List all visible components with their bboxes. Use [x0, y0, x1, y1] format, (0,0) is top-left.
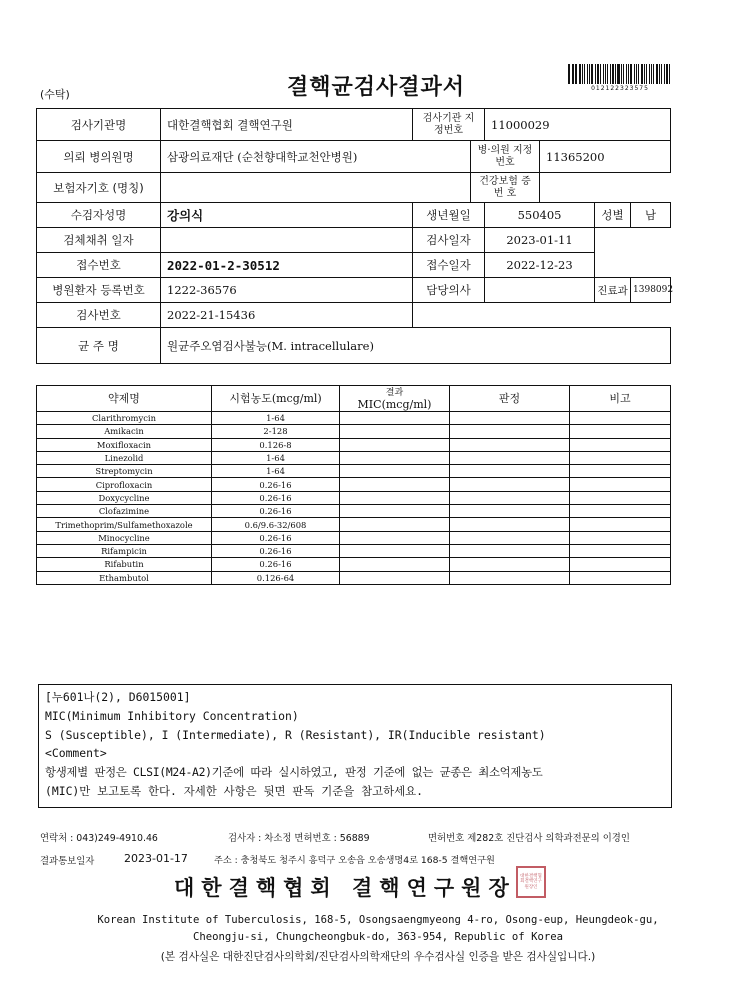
- insurance-no: [540, 173, 671, 203]
- judgment-cell: [450, 531, 570, 544]
- barcode-bar: [582, 64, 583, 84]
- address-en-line-1: Korean Institute of Tuberculosis, 168-5, Osongsaengmyeong 4-ro, Osong-eup, Heungdeok-gu,: [97, 914, 659, 926]
- drug-name-cell: Minocycline: [37, 531, 212, 544]
- barcode-bar: [664, 64, 665, 84]
- judgment-cell: [450, 438, 570, 451]
- judgment-cell: [450, 544, 570, 557]
- empty-cell: [413, 303, 671, 328]
- barcode-bar: [646, 64, 647, 84]
- note-line: MIC(Minimum Inhibitory Concentration): [45, 708, 299, 723]
- barcode-bar: [653, 64, 654, 84]
- barcode-bar: [589, 64, 591, 84]
- note-cell: [570, 478, 671, 491]
- barcode-bar: [603, 64, 604, 84]
- header-result-bottom: MIC(mcg/ml): [357, 397, 432, 411]
- range-cell: 0.26-16: [212, 544, 340, 557]
- note-line: S (Susceptible), I (Intermediate), R (Resistant), IR(Inducible resistant): [45, 727, 546, 742]
- test-no-label: 검사번호: [37, 303, 161, 328]
- client-name: 삼광의료재단 (순천향대학교천안병원): [161, 141, 471, 173]
- address-en-line-2: Cheongju-si, Chungcheongbuk-do, 363-954, Republic of Korea: [193, 931, 563, 943]
- clinic-code: 11365200: [540, 141, 671, 173]
- barcode-bar: [621, 64, 623, 84]
- barcode-bar: [666, 64, 668, 84]
- drug-name-cell: Linezolid: [37, 451, 212, 464]
- barcode-bar: [595, 64, 596, 84]
- barcode-bar: [636, 64, 637, 84]
- barcode-bar: [630, 64, 632, 84]
- range-cell: 1-64: [212, 451, 340, 464]
- table-row: [37, 544, 671, 557]
- birth-date: 550405: [485, 203, 595, 228]
- drug-name-cell: Amikacin: [37, 425, 212, 438]
- table-row: [37, 425, 671, 438]
- barcode-bar: [644, 64, 645, 84]
- insurance-no-label: 건강보험 증 번 호: [471, 173, 540, 203]
- note-cell: [570, 425, 671, 438]
- report-date: 2023-01-17: [124, 852, 188, 865]
- range-cell: 2-128: [212, 425, 340, 438]
- table-row: [37, 438, 671, 451]
- barcode-bar: [638, 64, 639, 84]
- range-cell: 0.26-16: [212, 478, 340, 491]
- table-row: [37, 491, 671, 504]
- barcode-bar: [669, 64, 670, 84]
- range-cell: 0.126-8: [212, 438, 340, 451]
- table-row: [37, 571, 671, 584]
- header-judgment: 판정: [450, 386, 570, 412]
- insurer-value: [161, 173, 471, 203]
- barcode-bar: [600, 64, 601, 84]
- drug-name-cell: Ethambutol: [37, 571, 212, 584]
- judgment-cell: [450, 518, 570, 531]
- insurer-label: 보험자기호 (명칭): [37, 173, 161, 203]
- mic-cell: [340, 412, 450, 425]
- judgment-cell: [450, 558, 570, 571]
- barcode-bar: [661, 64, 662, 84]
- dept-label: 진료과: [595, 278, 631, 303]
- range-cell: 0.126-64: [212, 571, 340, 584]
- report-date-label: 결과통보일자: [40, 856, 95, 867]
- footer-address-kr: 주소 : 충청북도 청주시 흥덕구 오송읍 오송생명4로 168-5 결핵연구원: [214, 855, 495, 866]
- mic-cell: [340, 558, 450, 571]
- note-line: 항생제별 판정은 CLSI(M24-A2)기준에 따라 실시하였고, 판정 기준에 없는 균종은 최소억제농도: [45, 765, 543, 780]
- range-cell: 0.26-16: [212, 558, 340, 571]
- barcode-bar: [607, 64, 608, 84]
- clinic-code-label: 병·의원 지정번호: [471, 141, 540, 173]
- header-range: 시험농도(mcg/ml): [212, 386, 340, 412]
- barcode-bar: [568, 64, 570, 84]
- note-cell: [570, 531, 671, 544]
- table-row: [37, 465, 671, 478]
- certification-note: (본 검사실은 대한진단검사의학회/진단검사의학재단의 우수검사실 인증을 받은 검사실입니다.): [160, 951, 596, 963]
- footer-phone: 연락처 : 043)249-4910.46: [40, 833, 158, 844]
- barcode-bar: [572, 64, 573, 84]
- barcode-bar: [617, 64, 619, 84]
- barcode-bar: [623, 64, 624, 84]
- empty-cell: [595, 253, 671, 278]
- barcode-bar: [575, 64, 577, 84]
- note-cell: [570, 412, 671, 425]
- organism-label: 균 주 명: [37, 328, 161, 364]
- drug-name-cell: Rifabutin: [37, 558, 212, 571]
- note-cell: [570, 505, 671, 518]
- note-cell: [570, 571, 671, 584]
- note-cell: [570, 518, 671, 531]
- range-cell: 1-64: [212, 412, 340, 425]
- table-row: [37, 558, 671, 571]
- lab-name-label: 검사기관명: [37, 109, 161, 141]
- range-cell: 0.26-16: [212, 505, 340, 518]
- drug-name-cell: Moxifloxacin: [37, 438, 212, 451]
- receipt-no: 2022-01-2-30512: [161, 253, 413, 278]
- birth-label: 생년월일: [413, 203, 485, 228]
- mic-cell: [340, 465, 450, 478]
- barcode-bar: [612, 64, 614, 84]
- barcode-bar: [656, 64, 658, 84]
- lab-name: 대한결핵협회 결핵연구원: [161, 109, 413, 141]
- note-line: [누601나(2), D6015001]: [45, 690, 191, 704]
- organization-name: 대한결핵협회 결핵연구원장: [174, 875, 516, 900]
- header-result: [340, 386, 450, 412]
- note-cell: [570, 558, 671, 571]
- test-date: 2023-01-11: [485, 228, 595, 253]
- note-cell: [570, 438, 671, 451]
- barcode-bar: [649, 64, 651, 84]
- document-title: 결핵균검사결과서: [286, 74, 466, 100]
- barcode-bar: [634, 64, 636, 84]
- barcode: [568, 64, 672, 92]
- mic-cell: [340, 518, 450, 531]
- judgment-cell: [450, 425, 570, 438]
- official-seal: [516, 866, 546, 898]
- mic-cell: [340, 491, 450, 504]
- collect-date-label: 검체채취 일자: [37, 228, 161, 253]
- barcode-bar: [587, 64, 588, 84]
- doctor-name: [485, 278, 595, 303]
- barcode-text: 012122323575: [591, 85, 649, 92]
- client-label: 의뢰 병의원명: [37, 141, 161, 173]
- mic-cell: [340, 451, 450, 464]
- mic-cell: [340, 505, 450, 518]
- lab-code: 11000029: [485, 109, 671, 141]
- judgment-cell: [450, 505, 570, 518]
- receipt-no-label: 접수번호: [37, 253, 161, 278]
- chart-no: 1222-36576: [161, 278, 413, 303]
- note-cell: [570, 544, 671, 557]
- range-cell: 0.6/9.6-32/608: [212, 518, 340, 531]
- barcode-bar: [615, 64, 616, 84]
- seal-text: 대한결핵협회결핵연구원장인: [520, 873, 542, 890]
- receipt-mark: (수탁): [40, 88, 70, 101]
- mic-cell: [340, 544, 450, 557]
- collect-date: [161, 228, 413, 253]
- barcode-bar: [651, 64, 652, 84]
- barcode-bar: [579, 64, 581, 84]
- mic-cell: [340, 425, 450, 438]
- patient-label: 수검자성명: [37, 203, 161, 228]
- drug-name-cell: Rifampicin: [37, 544, 212, 557]
- note-cell: [570, 465, 671, 478]
- barcode-bar: [641, 64, 643, 84]
- mic-cell: [340, 478, 450, 491]
- barcode-bar: [610, 64, 611, 84]
- table-row: [37, 412, 671, 425]
- chart-no-label: 병원환자 등록번호: [37, 278, 161, 303]
- header-result-top: 결과: [385, 387, 404, 398]
- judgment-cell: [450, 465, 570, 478]
- note-line: <Comment>: [45, 746, 107, 761]
- lab-code-label: 검사기관 지정번호: [413, 109, 485, 141]
- info-table: [36, 108, 674, 364]
- judgment-cell: [450, 478, 570, 491]
- sex-value: 남: [631, 203, 671, 228]
- test-date-label: 검사일자: [413, 228, 485, 253]
- barcode-bar: [597, 64, 599, 84]
- judgment-cell: [450, 491, 570, 504]
- test-no: 2022-21-15436: [161, 303, 413, 328]
- receipt-date: 2022-12-23: [485, 253, 595, 278]
- dept-value: 1398092: [631, 278, 671, 303]
- footer-examiner: 검사자 : 차소정 면허번호 : 56889: [228, 833, 370, 844]
- range-cell: 0.26-16: [212, 531, 340, 544]
- patient-name: 강의식: [161, 203, 413, 228]
- range-cell: 1-64: [212, 465, 340, 478]
- sex-label: 성별: [595, 203, 631, 228]
- header-note: 비고: [570, 386, 671, 412]
- barcode-bar: [584, 64, 585, 84]
- header-drug: 약제명: [37, 386, 212, 412]
- table-row: [37, 518, 671, 531]
- receipt-date-label: 접수일자: [413, 253, 485, 278]
- table-row: [37, 478, 671, 491]
- barcode-bar: [628, 64, 629, 84]
- barcode-bar: [659, 64, 661, 84]
- doctor-label: 담당의사: [413, 278, 485, 303]
- mic-cell: [340, 571, 450, 584]
- footer-license: 면허번호 제282호 진단검사 의학과전문의 이경인: [428, 833, 630, 844]
- mic-cell: [340, 438, 450, 451]
- note-cell: [570, 451, 671, 464]
- range-cell: 0.26-16: [212, 491, 340, 504]
- judgment-cell: [450, 571, 570, 584]
- drug-table: [36, 385, 671, 585]
- barcode-bar: [605, 64, 607, 84]
- mic-cell: [340, 531, 450, 544]
- notes-box: [38, 684, 672, 808]
- barcode-bar: [591, 64, 593, 84]
- barcode-bar: [626, 64, 627, 84]
- drug-name-cell: Clofazimine: [37, 505, 212, 518]
- drug-name-cell: Trimethoprim/Sulfamethoxazole: [37, 518, 212, 531]
- table-row: [37, 505, 671, 518]
- drug-name-cell: Doxycycline: [37, 491, 212, 504]
- drug-name-cell: Streptomycin: [37, 465, 212, 478]
- judgment-cell: [450, 412, 570, 425]
- note-line: (MIC)만 보고토록 한다. 자세한 사항은 뒷면 판독 기준을 참고하세요.: [45, 783, 423, 798]
- drug-name-cell: Ciprofloxacin: [37, 478, 212, 491]
- barcode-bars: [568, 64, 672, 84]
- drug-name-cell: Clarithromycin: [37, 412, 212, 425]
- table-row: [37, 531, 671, 544]
- note-cell: [570, 491, 671, 504]
- barcode-bar: [573, 64, 574, 84]
- table-row: [37, 451, 671, 464]
- empty-cell: [595, 228, 671, 253]
- judgment-cell: [450, 451, 570, 464]
- organism-name: 원균주오염검사불능(M. intracellulare): [161, 328, 671, 364]
